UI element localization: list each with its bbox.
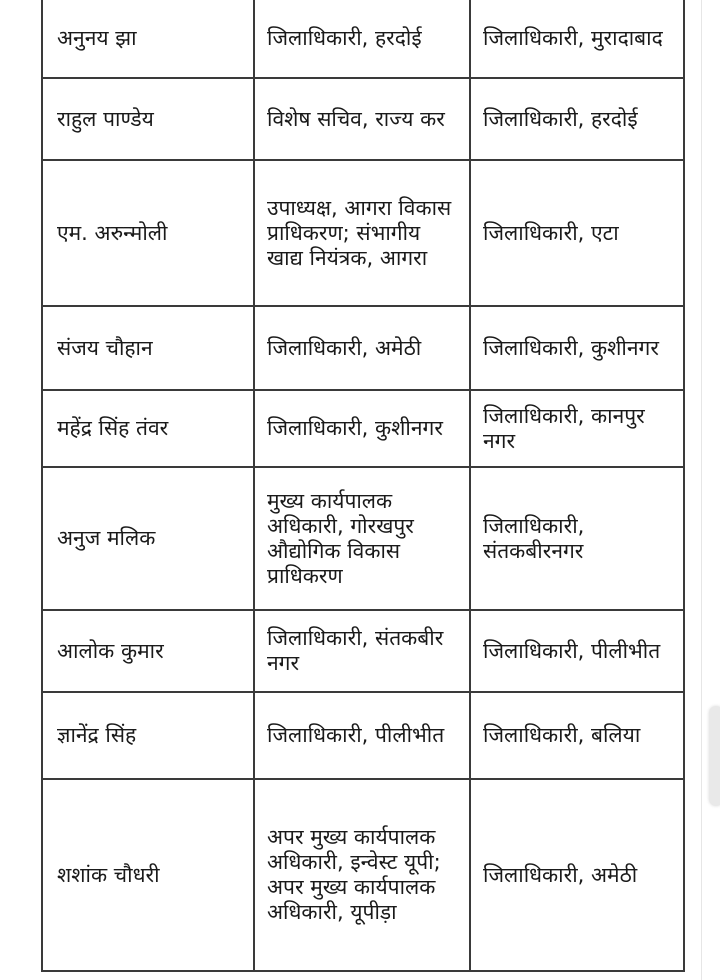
table-row (42, 0, 684, 78)
table-row (42, 692, 684, 779)
table-row (42, 306, 684, 390)
table-row (42, 160, 684, 306)
table-row (42, 390, 684, 467)
previous-post: उपाध्यक्ष, आगरा विकास प्राधिकरण; संभागीय खाद्य नियंत्रक, आगरा (254, 160, 470, 306)
officer-name: संजय चौहान (42, 306, 254, 390)
table-row (42, 467, 684, 610)
scrollbar-thumb[interactable] (709, 706, 720, 806)
table-row (42, 610, 684, 692)
previous-post: जिलाधिकारी, कुशीनगर (254, 390, 470, 467)
officer-name: आलोक कुमार (42, 610, 254, 692)
previous-post: अपर मुख्य कार्यपालक अधिकारी, इन्वेस्ट यूपी; अपर मुख्य कार्यपालक अधिकारी, यूपीड़ा (254, 779, 470, 971)
table-row (42, 78, 684, 160)
new-post: जिलाधिकारी, संतकबीरनगर (470, 467, 684, 610)
new-post: जिलाधिकारी, कुशीनगर (470, 306, 684, 390)
new-post: जिलाधिकारी, हरदोई (470, 78, 684, 160)
new-post: जिलाधिकारी, कानपुर नगर (470, 390, 684, 467)
new-post: जिलाधिकारी, बलिया (470, 692, 684, 779)
officer-name: राहुल पाण्डेय (42, 78, 254, 160)
page-edge-divider (701, 0, 702, 980)
new-post: जिलाधिकारी, मुरादाबाद (470, 0, 684, 78)
officer-name: अनुनय झा (42, 0, 254, 78)
officer-name: एम. अरुन्मोली (42, 160, 254, 306)
transfer-table (41, 0, 685, 972)
officer-name: अनुज मलिक (42, 467, 254, 610)
previous-post: जिलाधिकारी, संतकबीर नगर (254, 610, 470, 692)
previous-post: जिलाधिकारी, अमेठी (254, 306, 470, 390)
new-post: जिलाधिकारी, एटा (470, 160, 684, 306)
officer-name: शशांक चौधरी (42, 779, 254, 971)
new-post: जिलाधिकारी, अमेठी (470, 779, 684, 971)
previous-post: मुख्य कार्यपालक अधिकारी, गोरखपुर औद्योगिक विकास प्राधिकरण (254, 467, 470, 610)
previous-post: जिलाधिकारी, पीलीभीत (254, 692, 470, 779)
officer-name: ज्ञानेंद्र सिंह (42, 692, 254, 779)
previous-post: विशेष सचिव, राज्य कर (254, 78, 470, 160)
new-post: जिलाधिकारी, पीलीभीत (470, 610, 684, 692)
officer-name: महेंद्र सिंह तंवर (42, 390, 254, 467)
table-row (42, 779, 684, 971)
previous-post: जिलाधिकारी, हरदोई (254, 0, 470, 78)
